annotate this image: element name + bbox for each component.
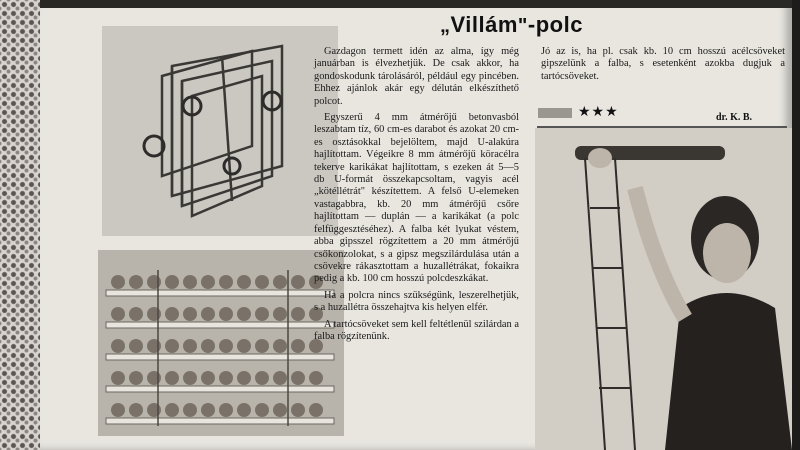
woman-holding-ladder-photo bbox=[535, 128, 792, 450]
apple-shelf-photo bbox=[98, 250, 344, 436]
article-column-1 bbox=[314, 46, 519, 347]
paragraph-mounting: A tartócsöveket sem kell feltétlenül szilárdan a falba rögzítenünk. bbox=[314, 318, 519, 342]
magazine-page bbox=[40, 0, 792, 450]
paragraph-storage: Ha a polcra nincs szükségünk, leszerelhetjük, s a huzallétra összehajtva kis helyen elfér. bbox=[314, 289, 519, 314]
lace-tablecloth-background bbox=[0, 0, 42, 450]
article-column-2 bbox=[541, 46, 785, 87]
wire-ladder-photo bbox=[102, 26, 338, 236]
author-signature: dr. K. B. bbox=[716, 112, 753, 123]
page-top-edge bbox=[40, 0, 792, 8]
paragraph-method: Egyszerű 4 mm átmérőjű betonvasból leszabtam tíz, 60 cm-es darabot és azokat 20 cm-es osztásokkal bejelöltem, majd U-alakúra hajlítottam. Végeikre 8 mm átmérőjű köracélra tekerve karikákat hajlítottam, s ezeken át 5—5 db U-formát összekapcsoltam, vagyis acél „kötéllétrát" készítettem. A felső U-elemeken vastagabbra, kb. 20 mm átmérőjű csőre hajlítottam — duplán — a karikákat (a polc felfüggesztéséhez). A falba két lyukat véstem, abba gipsszel rögzítettem a 20 mm átmérőjű csőkonzolokat, s a gipsz megszilárdulása után a csövekre rákasztottam a huzallétrákat, fokaikra pedig a kb. 100 cm hosszú polcdeszkákat. bbox=[314, 112, 519, 285]
paragraph-intro: Gazdagon termett idén az alma, így még januárban is élvezhetjük. De csak akkor, ha gondoskodunk tárolásáról, például egy pincében. Ehhez ajánlok akár egy délután elkészíthető polcot. bbox=[314, 46, 519, 107]
rating-box bbox=[538, 108, 572, 118]
article-title: „Villám"-polc bbox=[440, 12, 583, 37]
column-divider bbox=[537, 126, 787, 128]
rating-stars: ★★★ bbox=[578, 105, 619, 120]
paragraph-tip: Jó az is, ha pl. csak kb. 10 cm hosszú acélcsöveket gipszelünk a falba, s esetenként azokba dugjuk a tartócsöveket. bbox=[541, 46, 785, 82]
